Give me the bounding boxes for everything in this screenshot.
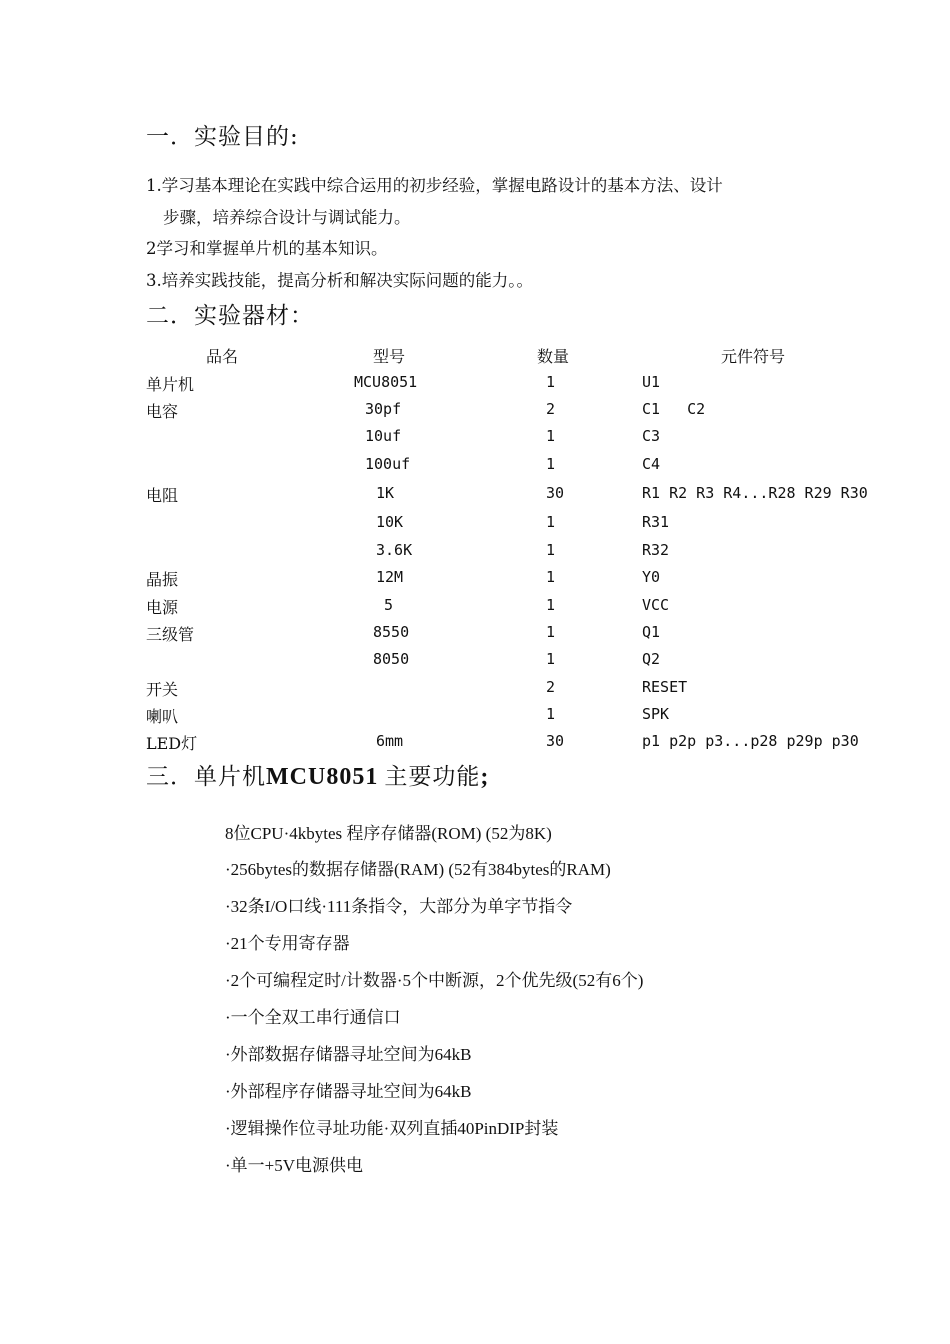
table-header-name: 品名: [206, 347, 239, 366]
section-3-title-prefix: 三．单片机: [146, 764, 266, 790]
feature-item: ·32条I/O口线·111条指令，大部分为单字节指令: [225, 897, 573, 916]
table-row-quantity: 1: [546, 513, 556, 531]
feature-item: ·外部程序存储器寻址空间为64kB: [225, 1082, 472, 1101]
table-row-model: 12M: [376, 568, 404, 586]
table-row-name: 晶振: [146, 570, 179, 589]
table-row-symbol: Q1: [642, 623, 661, 641]
section-3-title-suffix: 主要功能: [384, 764, 481, 790]
table-row-model: MCU8051: [354, 373, 418, 391]
table-row-symbol: VCC: [642, 596, 670, 614]
feature-item: ·一个全双工串行通信口: [225, 1008, 401, 1027]
table-row-symbol: C4: [642, 455, 661, 473]
table-row-symbol: R32: [642, 541, 670, 559]
table-row-quantity: 1: [546, 650, 556, 668]
table-row-quantity: 1: [546, 455, 556, 473]
table-row-model: 8550: [373, 623, 410, 641]
table-row-quantity: 2: [546, 400, 556, 418]
section-3-title-chip: MCU8051: [266, 764, 379, 790]
table-row-model: 6mm: [376, 732, 404, 750]
table-row-symbol: C1 C2: [642, 400, 706, 418]
table-row-name: 开关: [146, 680, 179, 699]
table-row-name: LED灯: [146, 734, 198, 753]
table-row-model: 5: [384, 596, 394, 614]
feature-item: ·21个专用寄存器: [225, 934, 350, 953]
table-row-quantity: 1: [546, 541, 556, 559]
table-header-symbol: 元件符号: [721, 347, 786, 366]
table-row-symbol: p1 p2p p3...p28 p29p p30: [642, 732, 859, 750]
table-header-model: 型号: [373, 347, 406, 366]
section-1-title: 一．实验目的:: [146, 124, 299, 150]
table-row-quantity: 1: [546, 427, 556, 445]
table-row-model: 100uf: [365, 455, 411, 473]
table-row-name: 喇叭: [146, 707, 179, 726]
table-row-quantity: 1: [546, 623, 556, 641]
table-row-symbol: U1: [642, 373, 661, 391]
table-row-model: 10uf: [365, 427, 402, 445]
table-row-name: 电容: [146, 402, 179, 421]
section-2-title: 二．实验器材：: [146, 303, 314, 329]
objective-item-3: 3.培养实践技能，提高分析和解决实际问题的能力。。: [146, 271, 533, 290]
table-row-name: 单片机: [146, 375, 195, 394]
table-row-model: 30pf: [365, 400, 402, 418]
table-row-symbol: R31: [642, 513, 670, 531]
table-row-symbol: C3: [642, 427, 661, 445]
feature-item: 8位CPU·4kbytes 程序存储器(ROM) (52为8K): [225, 824, 552, 843]
feature-item: ·单一+5V电源供电: [225, 1156, 364, 1175]
table-row-name: 电源: [146, 598, 179, 617]
table-row-symbol: Q2: [642, 650, 661, 668]
feature-item: ·2个可编程定时/计数器·5个中断源，2个优先级(52有6个): [225, 971, 644, 990]
feature-item: ·外部数据存储器寻址空间为64kB: [225, 1045, 472, 1064]
table-row-model: 3.6K: [376, 541, 413, 559]
table-row-name: 三级管: [146, 625, 195, 644]
section-3-title: [146, 758, 489, 791]
table-row-symbol: R1 R2 R3 R4...R28 R29 R30: [642, 484, 868, 502]
feature-item: ·256bytes的数据存储器(RAM) (52有384bytes的RAM): [225, 860, 611, 879]
section-3-title-end: ;: [480, 764, 490, 790]
table-row-symbol: Y0: [642, 568, 661, 586]
table-row-quantity: 1: [546, 373, 556, 391]
table-row-quantity: 1: [546, 596, 556, 614]
table-row-model: 10K: [376, 513, 404, 531]
table-header-quantity: 数量: [537, 347, 570, 366]
table-row-name: 电阻: [146, 486, 179, 505]
table-row-symbol: SPK: [642, 705, 670, 723]
table-row-quantity: 1: [546, 568, 556, 586]
table-row-model: 8050: [373, 650, 410, 668]
table-row-quantity: 2: [546, 678, 556, 696]
objective-item-1-continued: 步骤，培养综合设计与调试能力。: [163, 208, 411, 227]
objective-item-2: 2学习和掌握单片机的基本知识。: [146, 239, 388, 258]
table-row-model: 1K: [376, 484, 395, 502]
table-row-quantity: 30: [546, 732, 565, 750]
feature-item: ·逻辑操作位寻址功能·双列直插40PinDIP封装: [225, 1119, 559, 1138]
table-row-quantity: 1: [546, 705, 556, 723]
table-row-quantity: 30: [546, 484, 565, 502]
table-row-symbol: RESET: [642, 678, 688, 696]
objective-item-1: 1.学习基本理论在实践中综合运用的初步经验，掌握电路设计的基本方法、设计: [146, 176, 723, 195]
